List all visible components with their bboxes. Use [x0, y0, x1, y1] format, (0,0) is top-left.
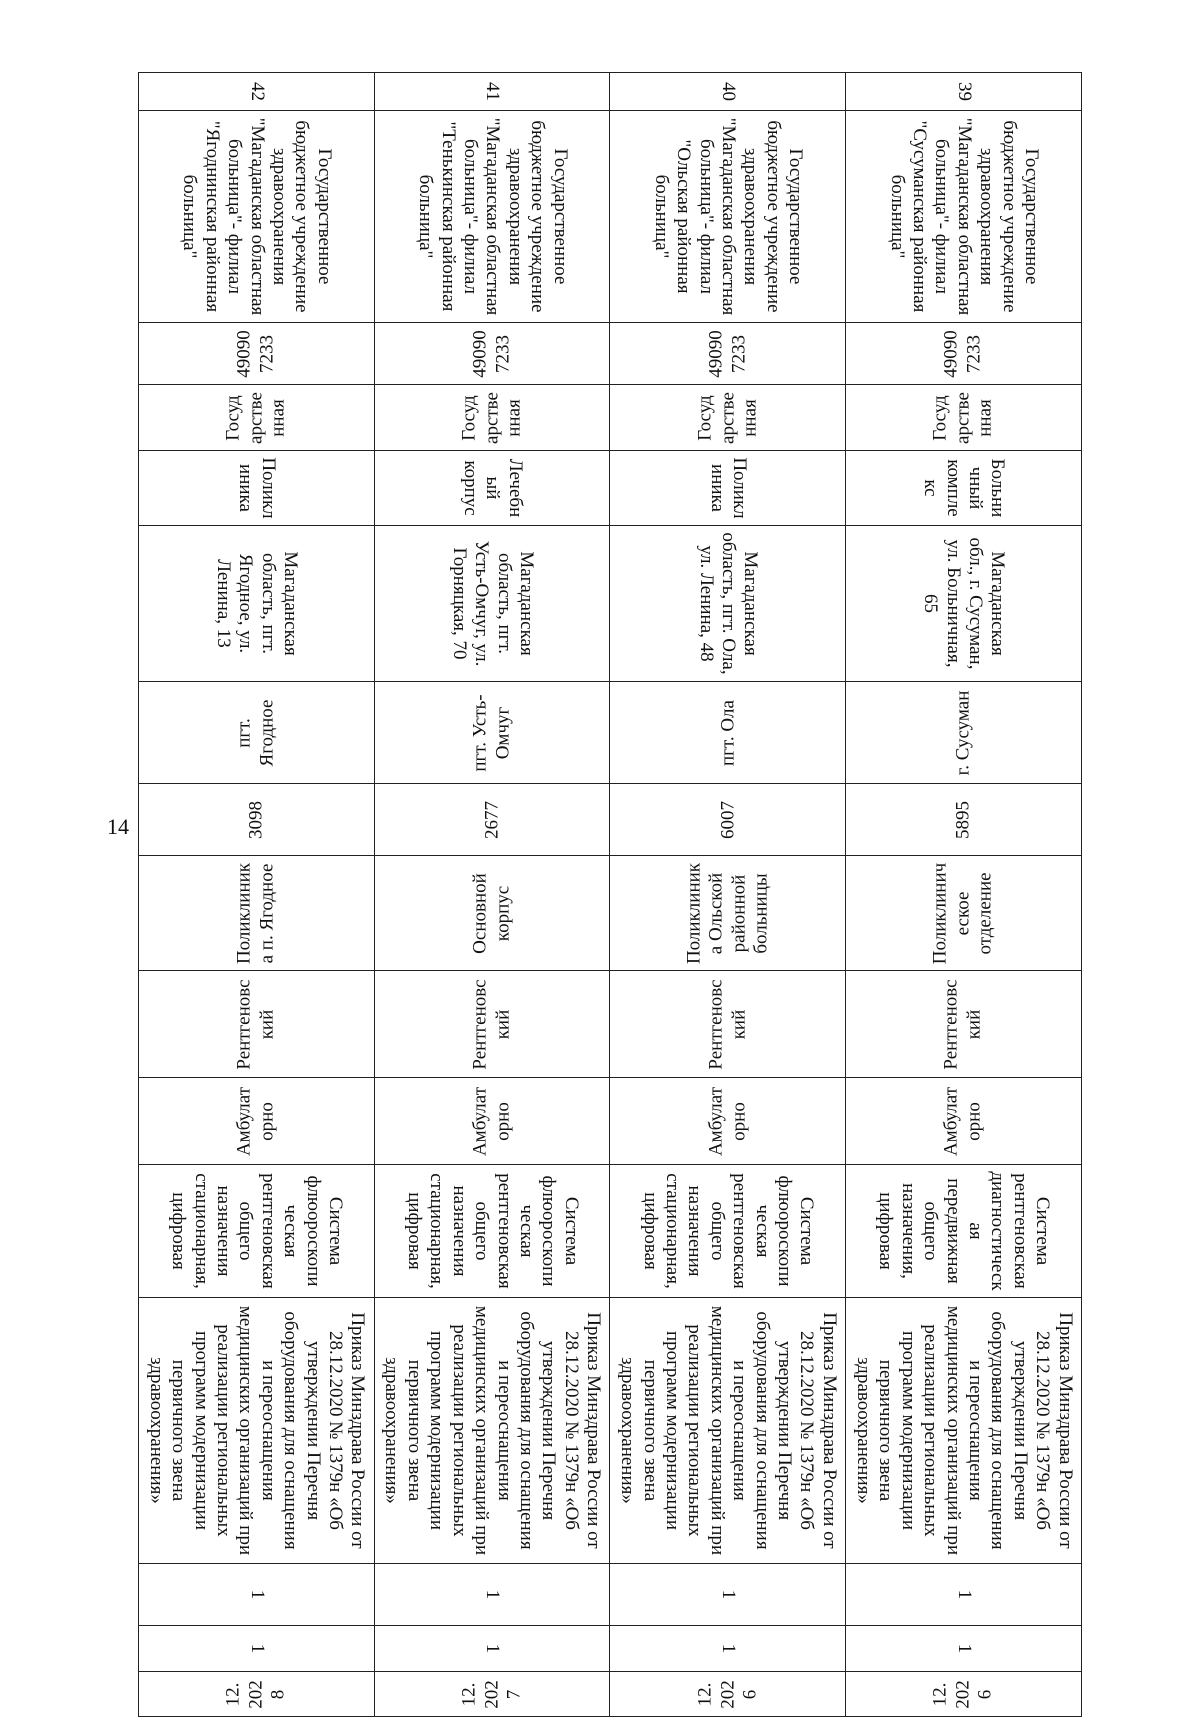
unit-cell: Поликлиническое отделение	[846, 856, 1082, 971]
locality-cell: пгт. Ягодное	[139, 682, 375, 784]
equipment-cell: Система рентгеновская диагностическая передвижная общего назначения, цифровая	[846, 1165, 1082, 1298]
organization-cell: Государственное бюджетное учреждение здравоохранения "Магаданская областная больница"- филиал "Сусуманская районная больница"	[846, 111, 1082, 323]
locality-cell: пгт. Усть-Омчуг	[374, 682, 610, 784]
address-cell: Магаданская область, пгт. Ягодное, ул. Ленина, 13	[139, 526, 375, 682]
kpp-cell: 490907233	[846, 323, 1082, 385]
equipment-cell: Система флюороскопическая рентгеновская общего назначения стационарная, цифровая	[374, 1165, 610, 1298]
equipment-cell: Система флюороскопическая рентгеновская общего назначения стационарная, цифровая	[610, 1165, 846, 1298]
unit-cell: Поликлиника Ольской районной больницы	[610, 856, 846, 971]
building-type-cell: Поликлиника	[610, 451, 846, 526]
row-number-cell: 42	[139, 73, 375, 111]
ownership-cell: Государственная	[139, 385, 375, 451]
locality-cell: пгт. Ола	[610, 682, 846, 784]
row-number-cell: 39	[846, 73, 1082, 111]
kpp-cell: 490907233	[374, 323, 610, 385]
department-cell: Рентгеновский	[846, 971, 1082, 1078]
care-form-cell: Амбулаторно	[846, 1078, 1082, 1165]
table-row	[139, 73, 375, 1717]
table-row	[374, 73, 610, 1717]
date-cell: 12.2026	[610, 1672, 846, 1717]
department-cell: Рентгеновский	[610, 971, 846, 1078]
date-cell: 12.2026	[846, 1672, 1082, 1717]
date-cell: 12.2028	[139, 1672, 375, 1717]
building-type-cell: Больничный комплекс	[846, 451, 1082, 526]
order-cell: Приказ Минздрава России от 28.12.2020 № 1379н «Об утверждении Перечня оборудования для оснащения и переоснащения медицинских организаций при реализации региональных программ модернизации первичного звена здравоохранения»	[846, 1298, 1082, 1564]
ownership-cell: Государственная	[846, 385, 1082, 451]
table-body	[139, 73, 1082, 1717]
care-form-cell: Амбулаторно	[374, 1078, 610, 1165]
order-cell: Приказ Минздрава России от 28.12.2020 № 1379н «Об утверждении Перечня оборудования для оснащения и переоснащения медицинских организаций при реализации региональных программ модернизации первичного звена здравоохранения»	[139, 1298, 375, 1564]
unit-cell: Основной корпус	[374, 856, 610, 971]
ownership-cell: Государственная	[374, 385, 610, 451]
page-number: 14	[107, 814, 129, 839]
kpp-cell: 490907233	[610, 323, 846, 385]
building-type-cell: Лечебный корпус	[374, 451, 610, 526]
department-cell: Рентгеновский	[139, 971, 375, 1078]
quantity-cell: 1	[374, 1626, 610, 1672]
equipment-register-table	[138, 72, 1082, 1717]
organization-cell: Государственное бюджетное учреждение здравоохранения "Магаданская областная больница"- филиал "Ягоднинская районная больница"	[139, 111, 375, 323]
table-row	[610, 73, 846, 1717]
unit-cell: Поликлиника п. Ягодное	[139, 856, 375, 971]
quantity-cell: 1	[846, 1564, 1082, 1626]
address-cell: Магаданская обл., г. Сусуман, ул. Больничная, 65	[846, 526, 1082, 682]
organization-cell: Государственное бюджетное учреждение здравоохранения "Магаданская областная больница"- филиал "Ольская районная больница"	[610, 111, 846, 323]
row-number-cell: 41	[374, 73, 610, 111]
building-type-cell: Поликлиника	[139, 451, 375, 526]
kpp-cell: 490907233	[139, 323, 375, 385]
quantity-cell: 1	[139, 1626, 375, 1672]
quantity-cell: 1	[139, 1564, 375, 1626]
date-cell: 12.2027	[374, 1672, 610, 1717]
quantity-cell: 1	[610, 1626, 846, 1672]
address-cell: Магаданская область, пгт. Усть-Омчуг, ул. Горняцкая, 70	[374, 526, 610, 682]
care-form-cell: Амбулаторно	[139, 1078, 375, 1165]
quantity-cell: 1	[846, 1626, 1082, 1672]
equipment-cell: Система флюороскопическая рентгеновская общего назначения стационарная, цифровая	[139, 1165, 375, 1298]
locality-cell: г. Сусуман	[846, 682, 1082, 784]
row-number-cell: 40	[610, 73, 846, 111]
address-cell: Магаданская область, пгт. Ола, ул. Ленина, 48	[610, 526, 846, 682]
quantity-cell: 1	[374, 1564, 610, 1626]
order-cell: Приказ Минздрава России от 28.12.2020 № 1379н «Об утверждении Перечня оборудования для оснащения и переоснащения медицинских организаций при реализации региональных программ модернизации первичного звена здравоохранения»	[610, 1298, 846, 1564]
ownership-cell: Государственная	[610, 385, 846, 451]
order-cell: Приказ Минздрава России от 28.12.2020 № 1379н «Об утверждении Перечня оборудования для оснащения и переоснащения медицинских организаций при реализации региональных программ модернизации первичного звена здравоохранения»	[374, 1298, 610, 1564]
population-cell: 6007	[610, 784, 846, 856]
population-cell: 2677	[374, 784, 610, 856]
population-cell: 3098	[139, 784, 375, 856]
quantity-cell: 1	[610, 1564, 846, 1626]
rotated-table-container	[138, 72, 1082, 1709]
department-cell: Рентгеновский	[374, 971, 610, 1078]
organization-cell: Государственное бюджетное учреждение здравоохранения "Магаданская областная больница"- филиал "Тенькинская районная больница"	[374, 111, 610, 323]
care-form-cell: Амбулаторно	[610, 1078, 846, 1165]
population-cell: 5895	[846, 784, 1082, 856]
table-row	[846, 73, 1082, 1717]
